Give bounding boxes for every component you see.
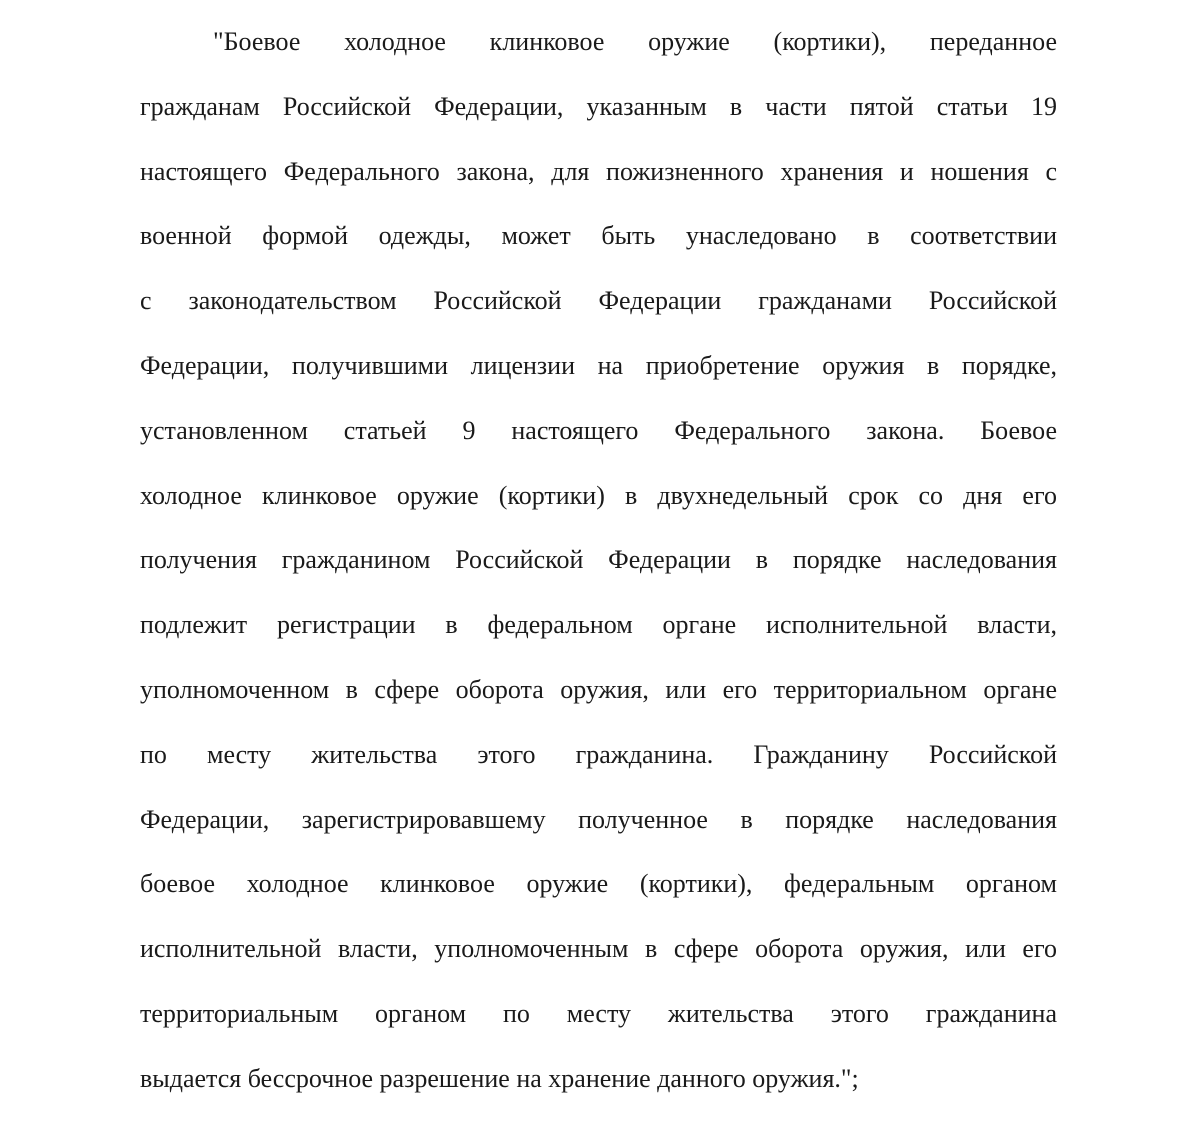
- paragraph-line: [140, 214, 1057, 279]
- line-text: настоящего Федерального закона, для пожизненного хранения и ношения с: [140, 156, 1057, 186]
- line-text: военной формой одежды, может быть унаследовано в соответствии: [140, 221, 1057, 251]
- line-text: с законодательством Российской Федерации гражданами Российской: [140, 286, 1057, 316]
- line-text: уполномоченном в сфере оборота оружия, или его территориальном органе: [140, 674, 1057, 704]
- paragraph-line: [140, 1057, 1057, 1122]
- line-text: выдается бессрочное разрешение на хранение данного оружия.";: [140, 1063, 859, 1093]
- line-text: установленном статьей 9 настоящего Федерального закона. Боевое: [140, 415, 1057, 445]
- line-text: холодное клинковое оружие (кортики) в двухнедельный срок со дня его: [140, 480, 1057, 510]
- line-text: по месту жительства этого гражданина. Гражданину Российской: [140, 739, 1057, 769]
- paragraph-line: [140, 798, 1057, 863]
- paragraph-line: [140, 668, 1057, 733]
- paragraph-line: [140, 279, 1057, 344]
- line-text: подлежит регистрации в федеральном органе исполнительной власти,: [140, 610, 1057, 640]
- paragraph-line: [140, 733, 1057, 798]
- legal-paragraph: [140, 20, 1057, 1122]
- paragraph-line: [140, 927, 1057, 992]
- paragraph-line: [140, 538, 1057, 603]
- paragraph-line: [140, 150, 1057, 215]
- line-text: боевое холодное клинковое оружие (кортики), федеральным органом: [140, 869, 1057, 899]
- line-text: Федерации, зарегистрировавшему полученное в порядке наследования: [140, 804, 1057, 834]
- paragraph-line: [140, 409, 1057, 474]
- paragraph-line: [140, 992, 1057, 1057]
- line-text: территориальным органом по месту жительства этого гражданина: [140, 998, 1057, 1028]
- paragraph-line: [140, 20, 1057, 85]
- paragraph-line: [140, 85, 1057, 150]
- paragraph-line: [140, 862, 1057, 927]
- paragraph-line: [140, 474, 1057, 539]
- line-text: получения гражданином Российской Федерации в порядке наследования: [140, 545, 1057, 575]
- paragraph-line: [140, 603, 1057, 668]
- document-page: [140, 20, 1057, 1122]
- line-text: "Боевое холодное клинковое оружие (кортики), переданное: [213, 27, 1057, 56]
- line-text: гражданам Российской Федерации, указанным в части пятой статьи 19: [140, 91, 1057, 121]
- line-text: исполнительной власти, уполномоченным в сфере оборота оружия, или его: [140, 934, 1057, 964]
- line-text: Федерации, получившими лицензии на приобретение оружия в порядке,: [140, 350, 1057, 380]
- paragraph-line: [140, 344, 1057, 409]
